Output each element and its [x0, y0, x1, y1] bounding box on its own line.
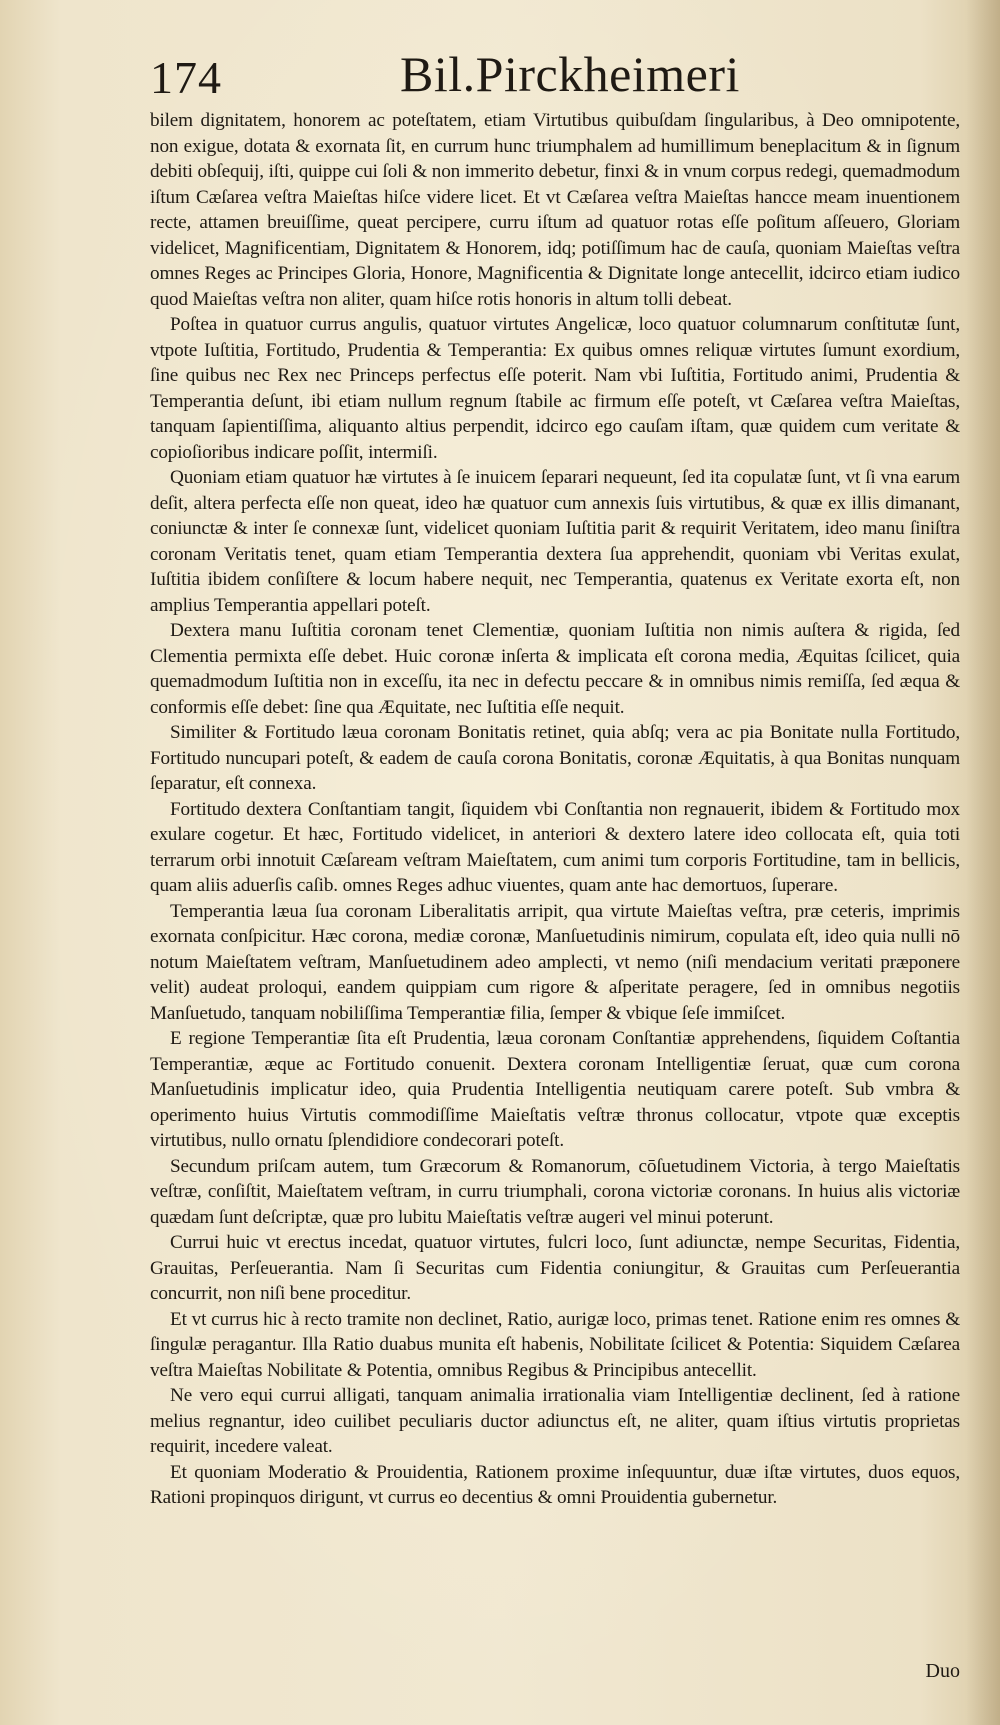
paragraph-12: Ne vero equi currui alligati, tanquam animalia irrationalia viam Intelligentiæ declinent, ſed à ratione melius regnantur, ideo cuilibet peculiaris ductor adiunctus eſt, ne aliter, quam iſtius virtutis proprietas requirit, incedere valeat. — [150, 1385, 960, 1457]
paragraph-2: Poſtea in quatuor currus angulis, quatuor virtutes Angelicæ, loco quatuor columnarum conſtitutæ ſunt, vtpote Iuſtitia, Fortitudo, Prudentia & Temperantia: Ex quibus omnes reliquæ virtutes ſumunt exordium, ſine quibus nec Rex nec Princeps perfectus eſſe poterit. Nam vbi Iuſtitia, Fortitudo animi, Prudentia & Temperantia deſunt, ibi etiam nullum regnum ſtabile ac firmum eſſe poteſt, vt Cæſarea veſtra Maieſtas, tanquam ſapientiſſima, aliquanto altius perpendit, idcirco ego cauſam iſtam, quæ quidem cum veritate & copioſioribus indicare poſſit, intermiſi. — [150, 314, 960, 463]
paragraph-5: Similiter & Fortitudo læua coronam Bonitatis retinet, quia abſq; vera ac pia Bonitate nulla Fortitudo, Fortitudo nuncupari poteſt, & eadem de cauſa corona Bonitatis, coronæ Æquitatis, à qua Bonitas nunquam ſeparatur, eſt connexa. — [150, 722, 960, 794]
page-header — [150, 42, 970, 112]
paragraph-4: Dextera manu Iuſtitia coronam tenet Clementiæ, quoniam Iuſtitia non nimis auſtera & rigida, ſed Clementia permixta eſſe debet. Huic coronæ inſerta & implicata eſt corona media, Æquitas ſcilicet, quia quemadmodum Iuſtitia non in exceſſu, ita nec in defectu peccare & in omnibus nimis remiſſa, ſed æqua & conformis eſſe debet: ſine qua Æquitate, nec Iuſtitia eſſe nequit. — [150, 620, 960, 718]
paragraph-6: Fortitudo dextera Conſtantiam tangit, ſiquidem vbi Conſtantia non regnauerit, ibidem & Fortitudo mox exulare cogetur. Et hæc, Fortitudo videlicet, in anteriori & dextero latere ideo collocata eſt, quia toti terrarum orbi innotuit Cæſaream veſtram Maieſtatem, cum animi tum corporis Fortitudine, tam in bellicis, quam aliis aduerſis caſib. omnes Reges adhuc viuentes, quam ante hac demortuos, ſuperare. — [150, 798, 960, 896]
page-number: 174 — [150, 52, 222, 103]
paragraph-13: Et quoniam Moderatio & Prouidentia, Rationem proxime inſequuntur, duæ iſtæ virtutes, duos equos, Rationi propinquos dirigunt, vt currus eo decentius & omni Prouidentia gubernetur. — [150, 1461, 960, 1508]
paragraph-11: Et vt currus hic à recto tramite non declinet, Ratio, aurigæ loco, primas tenet. Ratione enim res omnes & ſingulæ peragantur. Illa Ratio duabus munita eſt habenis, Nobilitate ſcilicet & Potentia: Siquidem Cæſarea veſtra Maieſtas Nobilitate & Potentia, omnibus Regibus & Principibus antecellit. — [150, 1308, 960, 1381]
paragraph-9: Secundum priſcam autem, tum Græcorum & Romanorum, cōſuetudinem Victoria, à tergo Maieſtatis veſtræ, conſiſtit, Maieſtatem veſtram, in curru triumphali, corona victoriæ coronans. In huius alis victoriæ quædam ſunt deſcriptæ, quæ pro lubitu Maieſtatis veſtræ augeri vel minui poterunt. — [150, 1155, 960, 1228]
body-text — [150, 108, 960, 1511]
page-edge-shadow — [966, 0, 1000, 1725]
paragraph-8: E regione Temperantiæ ſita eſt Prudentia, læua coronam Conſtantiæ apprehendens, ſiquidem Coſtantia Temperantiæ, æque ac Fortitudo conuenit. Dextera coronam Intelligentiæ ſeruat, quæ cum corona Manſuetudinis implicatur ideo, quia Prudentia Intelligentia neutiquam carere poteſt. Sub vmbra & operimento huius Virtutis commodiſſime Maieſtatis veſtræ thronus collocatur, vtpote quæ exceptis virtutibus, nullo ornatu ſplendidiore condecorari poteſt. — [150, 1028, 960, 1151]
paragraph-1: bilem dignitatem, honorem ac poteſtatem, etiam Virtutibus quibuſdam ſingularibus, à Deo omnipotente, non exigue, dotata & exornata ſit, en currum hunc triumphalem ad humillimum beneplacitum & in ſignum debiti obſequij, iſti, quippe cui ſoli & non immerito debetur, finxi & in vnum corpus redegi, quemadmodum iſtum Cæſarea veſtra Maieſtas hiſce videre licet. Et vt Cæſarea veſtra Maieſtas hancce meam inuentionem recte, attamen breuiſſime, queat percipere, curru iſtum ad quatuor rotas eſſe poſitum aſſeuero, Gloriam videlicet, Magnificentiam, Dignitatem & Honorem, idq; potiſſimum hac de cauſa, quoniam Maieſtas veſtra omnes Reges ac Principes Gloria, Honore, Magnificentia & Dignitate longe antecellit, idcirco etiam iudico quod Maieſtas veſtra non aliter, quam hiſce rotis honoris in altum tolli debeat. — [150, 110, 960, 310]
paragraph-7: Temperantia læua ſua coronam Liberalitatis arripit, qua virtute Maieſtas veſtra, præ ceteris, imprimis exornata conſpicitur. Hæc corona, mediæ coronæ, Manſuetudinis nimirum, copulata eſt, ideo quia nulli nō notum Maieſtatem veſtram, Manſuetudinem adeo amplecti, vt nemo (niſi mendacium veritati præponere velit) audeat proloqui, eandem quippiam cum rigore & aſperitate peragere, ſed in omnibus negotiis Manſuetudo, tanquam nobiliſſima Temperantiæ filia, ſemper & vbique ſeſe immiſcet. — [150, 900, 960, 1024]
paragraph-10: Currui huic vt erectus incedat, quatuor virtutes, fulcri loco, ſunt adiunctæ, nempe Securitas, Fidentia, Grauitas, Perſeuerantia. Nam ſi Securitas cum Fidentia coniungitur, & Grauitas cum Perſeuerantia concurrit, non niſi bene proceditur. — [150, 1232, 960, 1304]
paragraph-3: Quoniam etiam quatuor hæ virtutes à ſe inuicem ſeparari nequeunt, ſed ita copulatæ ſunt, vt ſi vna earum deſit, altera perfecta eſſe non queat, ideo hæ quatuor cum annexis ſuis virtutibus, & quæ ex illis dimanant, coniunctæ & inter ſe connexæ ſunt, videlicet quoniam Iuſtitia parit & requirit Veritatem, ideo manu ſiniſtra coronam Veritatis tenet, quam etiam Temperantia dextera ſua apprehendit, quoniam vbi Veritas exulat, Iuſtitia ibidem conſiſtere & locum habere nequit, nec Temperantia, quatenus ex Veritate exorta eſt, non amplius Temperantia appellari poteſt. — [150, 467, 960, 616]
running-head: Bil.Pirckheimeri — [400, 46, 740, 102]
catchword: Duo — [925, 1660, 960, 1682]
